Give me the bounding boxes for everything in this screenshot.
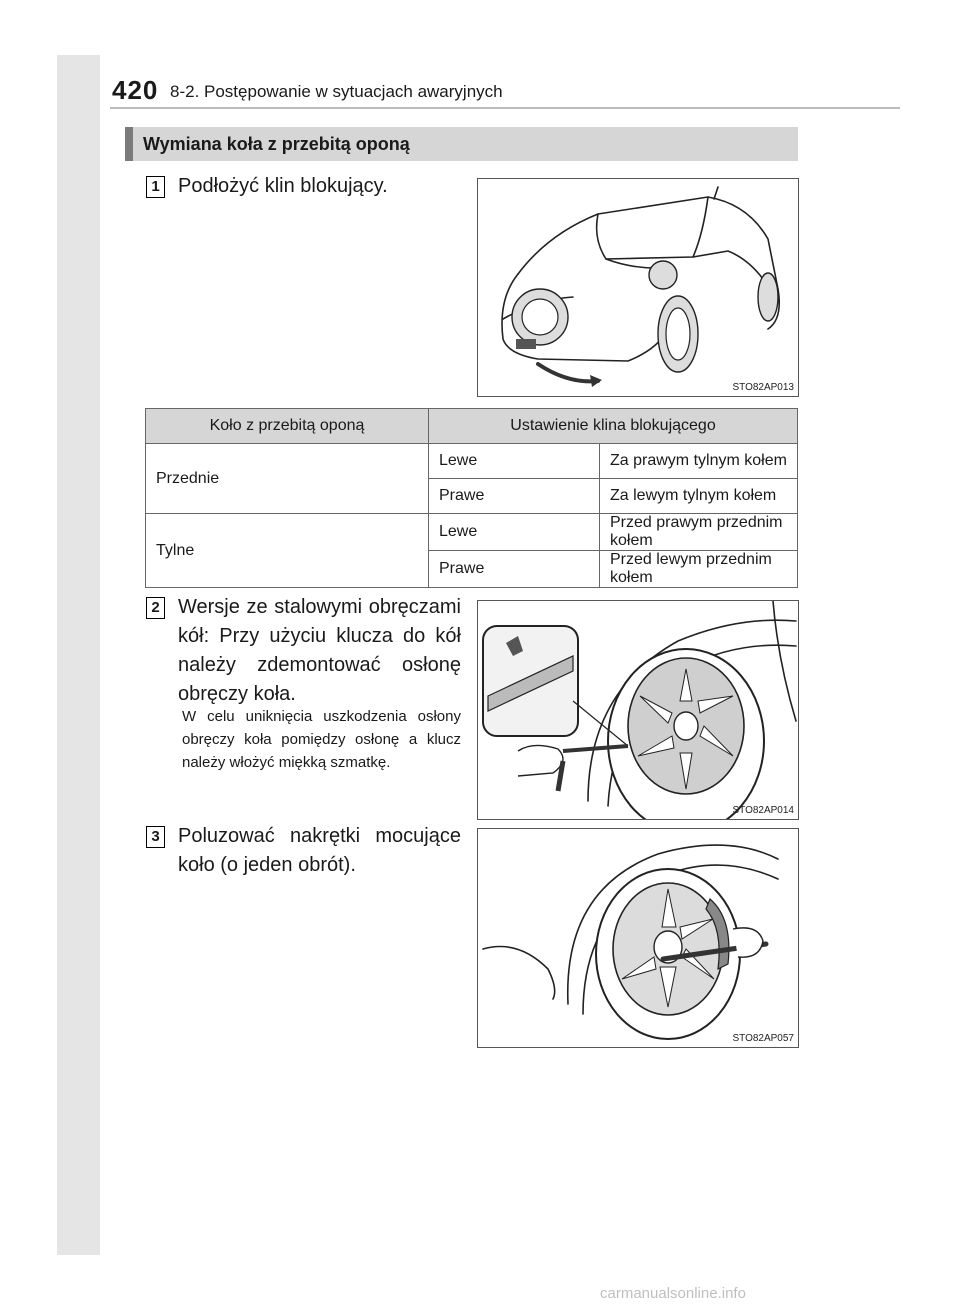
table-row — [146, 514, 798, 551]
figure-loosen-nuts — [477, 828, 799, 1048]
loosen-nuts-illustration — [478, 829, 798, 1047]
figure-wheel-cover-removal — [477, 600, 799, 820]
table-header-cell: Koło z przebitą oponą — [146, 409, 429, 444]
section-heading — [125, 127, 798, 161]
page-number: 420 — [112, 75, 159, 105]
step-1-text: Podłożyć klin blokujący. — [178, 175, 388, 197]
step-2-note: W celu uniknięcia uszkodzenia osłony obręczy koła pomiędzy osłonę a klucz należy włożyć miękką szmatkę. — [182, 708, 461, 771]
table-cell-side: Lewe — [429, 444, 600, 479]
figure-wheel-chock — [477, 178, 799, 397]
table-cell-position: Za lewym tylnym kołem — [600, 479, 798, 514]
section-accent — [125, 127, 133, 161]
car-chock-illustration — [478, 179, 798, 396]
table-cell-side: Prawe — [429, 479, 600, 514]
watermark: carmanualsonline.info — [600, 1285, 746, 1302]
chock-position-table — [145, 408, 798, 588]
table-cell-group: Przednie — [146, 444, 429, 514]
table-cell-position: Przed lewym przednim kołem — [600, 551, 798, 588]
table-cell-side: Lewe — [429, 514, 600, 551]
table-cell-position: Przed prawym przednim kołem — [600, 514, 798, 551]
section-title: Wymiana koła z przebitą oponą — [143, 134, 410, 154]
wheel-cover-illustration — [478, 601, 798, 819]
table-header-cell: Ustawienie klina blokującego — [429, 409, 798, 444]
chapter-title: 8-2. Postępowanie w sytuacjach awaryjnych — [170, 82, 503, 101]
step-3-number: 3 — [146, 826, 165, 848]
side-band — [57, 55, 100, 1255]
table-cell-side: Prawe — [429, 551, 600, 588]
figure-1-code: STO82AP013 — [732, 382, 794, 393]
figure-3-code: STO82AP057 — [732, 1033, 794, 1044]
step-2-number: 2 — [146, 597, 165, 619]
figure-2-code: STO82AP014 — [732, 805, 794, 816]
step-2-text: Wersje ze stalowymi obręczami kół: Przy użyciu klucza do kół należy zdemontować osłonę obręczy koła. — [178, 596, 461, 705]
table-header-row — [146, 409, 798, 444]
header-rule — [110, 107, 900, 109]
table-cell-position: Za prawym tylnym kołem — [600, 444, 798, 479]
table-cell-group: Tylne — [146, 514, 429, 588]
step-3-text: Poluzować nakrętki mocujące koło (o jeden obrót). — [178, 825, 461, 876]
table-row — [146, 444, 798, 479]
step-1-number: 1 — [146, 176, 165, 198]
